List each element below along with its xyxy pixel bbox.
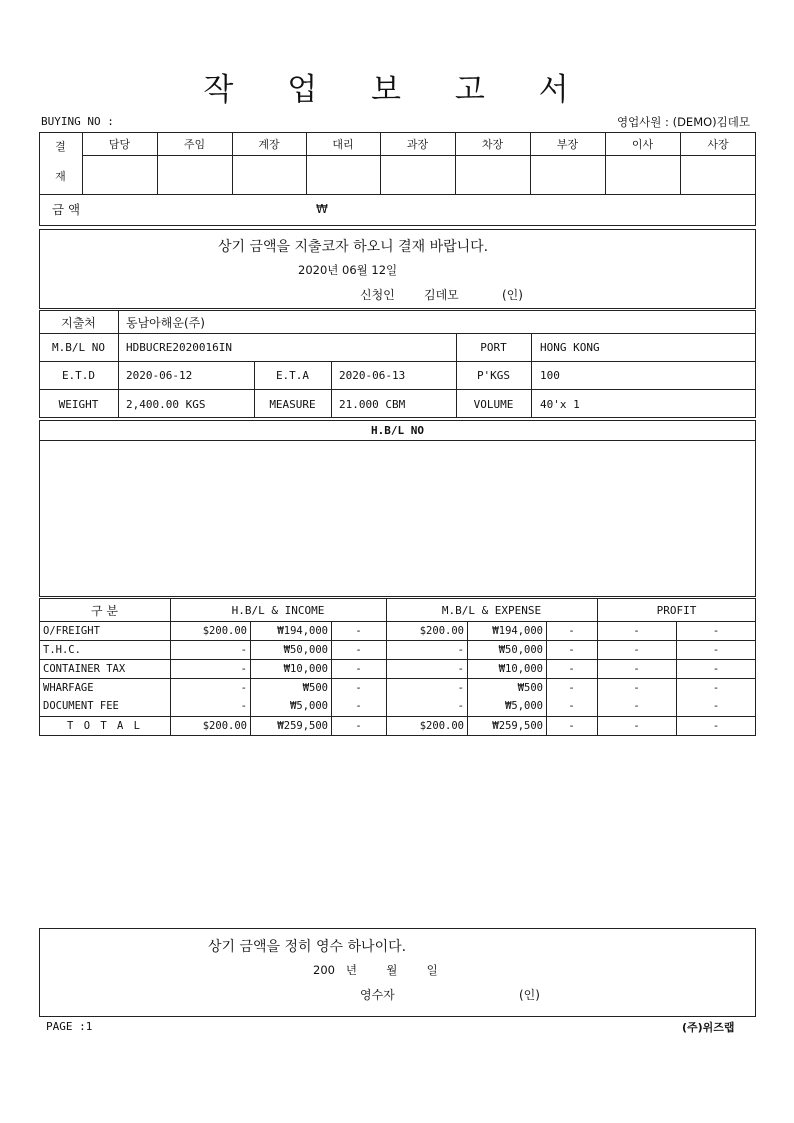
role-section-chief: 계장 (258, 138, 280, 151)
applicant-label: 신청인 (360, 288, 395, 302)
finance-cell: - (457, 644, 464, 656)
col-category: 구 분 (91, 603, 118, 618)
amount-label: 금 액 (52, 202, 81, 217)
pkgs-label: P'KGS (476, 369, 511, 382)
total-label: T O T A L (67, 720, 142, 732)
finance-cell: - (568, 682, 575, 694)
total-cell: ₩259,500 (277, 720, 328, 732)
finance-row-label: O/FREIGHT (43, 625, 100, 637)
finance-cell: ₩5,000 (290, 700, 328, 712)
volume-value: 40'x 1 (540, 397, 580, 411)
finance-row-label: CONTAINER TAX (43, 663, 126, 675)
finance-cell: - (633, 625, 640, 637)
finance-cell: - (712, 644, 720, 656)
receipt-text: 상기 금액을 정히 영수 하나이다. (208, 939, 407, 955)
receipt-date: 200 년 월 일 (313, 963, 438, 977)
role-manager: 과장 (406, 138, 429, 151)
eta-label: E.T.A (275, 369, 310, 382)
finance-cell: ₩50,000 (498, 644, 543, 656)
col-profit: PROFIT (656, 603, 697, 617)
mbl-value: HDBUCRE2020016IN (126, 341, 232, 354)
approval-label-top: 결 (55, 140, 66, 153)
receiver-seal: (인) (519, 988, 540, 1002)
finance-cell: ₩10,000 (498, 663, 543, 675)
finance-cell: - (633, 644, 640, 656)
request-text: 상기 금액을 지출코자 하오니 결재 바랍니다. (218, 239, 489, 255)
finance-cell: $200.00 (419, 625, 464, 637)
finance-cell: - (568, 663, 575, 675)
hbl-header: H.B/L NO (371, 424, 424, 437)
applicant-seal: (인) (502, 288, 523, 302)
role-deputy: 대리 (332, 138, 354, 151)
total-cell: $200.00 (202, 720, 247, 732)
role-president: 사장 (707, 138, 729, 151)
role-deputy-director: 차장 (481, 138, 504, 151)
payee-label: 지출처 (61, 315, 96, 330)
finance-cell: - (457, 682, 464, 694)
finance-cell: - (240, 700, 247, 712)
finance-cell: - (355, 682, 362, 694)
finance-cell: - (457, 700, 464, 712)
finance-cell: $200.00 (202, 625, 247, 637)
etd-label: E.T.D (61, 369, 96, 382)
hbl-section (39, 420, 756, 597)
page-title: 작 업 보 고 서 (203, 72, 591, 108)
finance-cell: ₩5,000 (505, 700, 543, 712)
total-cell: - (568, 720, 575, 732)
applicant-name: 김데모 (424, 288, 459, 302)
eta-value: 2020-06-13 (339, 369, 406, 382)
finance-row-label: T.H.C. (43, 644, 81, 656)
finance-cell: - (457, 663, 464, 675)
finance-row-label: WHARFAGE (43, 682, 94, 694)
finance-cell: - (355, 644, 362, 656)
finance-cell: ₩10,000 (283, 663, 328, 675)
weight-label: WEIGHT (58, 397, 99, 411)
role-assistant-manager: 주임 (183, 138, 206, 151)
request-date: 2020년 06월 12일 (298, 263, 398, 277)
weight-value: 2,400.00 KGS (126, 397, 206, 411)
finance-cell: ₩500 (302, 682, 328, 694)
total-cell: $200.00 (419, 720, 464, 732)
finance-cell: - (568, 625, 575, 637)
etd-value: 2020-06-12 (126, 369, 193, 382)
sales-rep: 영업사원 : (DEMO)김데모 (616, 115, 750, 129)
finance-cell: ₩194,000 (277, 625, 328, 637)
finance-cell: - (633, 700, 640, 712)
finance-cell: ₩500 (517, 682, 543, 694)
volume-label: VOLUME (473, 397, 514, 411)
page-number: PAGE :1 (46, 1020, 93, 1033)
receiver-label: 영수자 (360, 988, 395, 1002)
col-expense: M.B/L & EXPENSE (441, 603, 542, 617)
finance-cell: ₩50,000 (283, 644, 328, 656)
payee-value: 동남아해운(주) (126, 315, 205, 330)
role-staff: 담당 (108, 138, 131, 151)
total-cell: - (355, 720, 362, 732)
total-cell: ₩259,500 (492, 720, 543, 732)
finance-cell: - (712, 700, 720, 712)
measure-value: 21.000 CBM (339, 397, 406, 411)
finance-cell: - (355, 625, 362, 637)
buying-no-label: BUYING NO : (41, 115, 114, 128)
finance-cell: - (355, 663, 362, 675)
finance-cell: - (712, 682, 720, 694)
finance-cell: ₩194,000 (492, 625, 543, 637)
approval-label-bottom: 재 (55, 170, 66, 183)
finance-cell: - (633, 682, 640, 694)
role-executive: 이사 (631, 138, 654, 151)
port-label: PORT (480, 341, 507, 354)
mbl-label: M.B/L NO (52, 341, 105, 354)
finance-cell: - (355, 700, 362, 712)
total-cell: - (633, 720, 640, 732)
measure-label: MEASURE (269, 397, 316, 411)
finance-cell: - (240, 663, 247, 675)
finance-cell: - (712, 663, 720, 675)
amount-currency: ₩ (316, 202, 328, 216)
finance-cell: - (240, 644, 247, 656)
finance-cell: - (240, 682, 247, 694)
role-director: 부장 (556, 138, 579, 151)
pkgs-value: 100 (540, 369, 560, 382)
finance-cell: - (633, 663, 640, 675)
finance-cell: - (568, 700, 575, 712)
finance-cell: - (568, 644, 575, 656)
company-name: (주)위즈랩 (682, 1021, 735, 1034)
finance-cell: - (712, 625, 720, 637)
col-income: H.B/L & INCOME (231, 603, 325, 617)
finance-row-label: DOCUMENT FEE (43, 700, 119, 712)
port-value: HONG KONG (540, 341, 600, 354)
total-cell: - (712, 720, 720, 732)
